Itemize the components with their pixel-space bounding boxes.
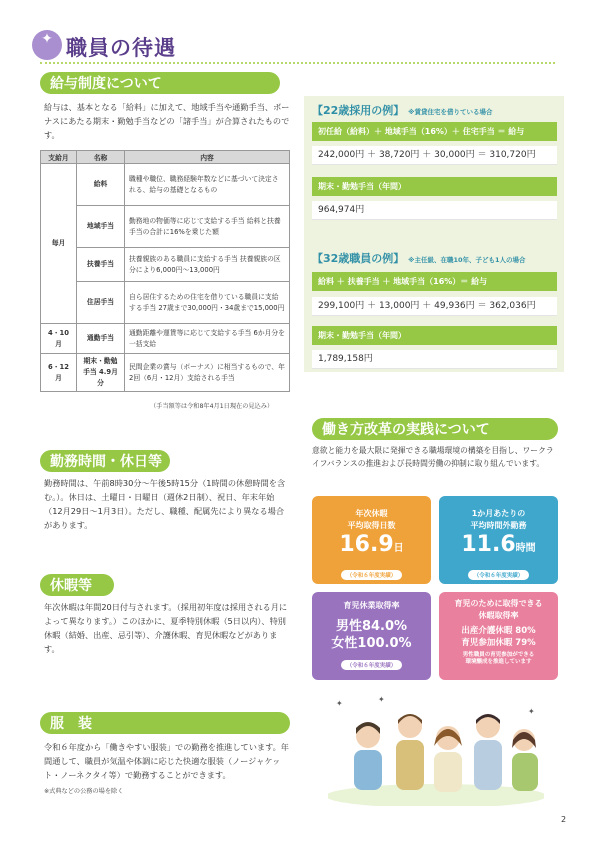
example-22-bonus-value: 964,974円 bbox=[312, 201, 557, 220]
card-title-line: 平均時間外勤務 bbox=[470, 521, 527, 530]
table-note: （手当額等は令和8年4月1日現在の見込み） bbox=[150, 403, 274, 410]
example-32-formula: 給料 ＋ 扶養手当 ＋ 地域手当（16%）＝ 給与 bbox=[312, 272, 557, 291]
salary-table bbox=[40, 150, 290, 392]
svg-text:✦: ✦ bbox=[378, 696, 385, 704]
page-title: 職員の待遇 bbox=[66, 36, 176, 60]
worker-3 bbox=[434, 726, 462, 792]
table-header-name: 名称 bbox=[77, 151, 125, 164]
table-cell-name: 期末・勤勉手当 4.9月分 bbox=[77, 354, 125, 392]
stat-card-overtime bbox=[439, 496, 558, 584]
example-22-panel bbox=[304, 96, 564, 246]
star-icon: ✦ bbox=[41, 31, 53, 47]
salary-intro: 給与は、基本となる「給料」に加えて、地域手当や通勤手当、ボーナスにあたる期末・勤勉手当などの「諸手当」が合算されたものです。 bbox=[44, 102, 290, 140]
example-22-title: 【22歳採用の例】 bbox=[312, 104, 405, 117]
card-title bbox=[439, 508, 558, 532]
dress-text: 令和６年度から「働きやすい服装」での勤務を推進しています。年間通して、職員が気温や体調に応じた快適な服装（ノージャケット・ノーネクタイ等）で勤務することができます。 bbox=[44, 742, 289, 780]
table-cell-content: 勤務地の物価等に応じて支給する手当 給料と扶養手当の合計に16%を乗じた額 bbox=[125, 206, 290, 248]
card-title-line: 1か月あたりの bbox=[471, 509, 526, 518]
worker-5 bbox=[512, 729, 538, 791]
card-title bbox=[312, 508, 431, 532]
table-cell-name: 扶養手当 bbox=[77, 248, 125, 282]
table-row bbox=[41, 282, 290, 324]
table-cell-name: 地域手当 bbox=[77, 206, 125, 248]
table-cell-content: 通勤距離や運賃等に応じて支給する手当 6か月分を一括支給 bbox=[125, 324, 290, 354]
dress-note: ※式典などの公務の場を除く bbox=[44, 788, 124, 795]
table-cell-name: 住居手当 bbox=[77, 282, 125, 324]
card-value-unit: 時間 bbox=[515, 543, 536, 554]
card-line-participation: 育児参加休暇 79% bbox=[461, 638, 536, 648]
table-header-row bbox=[41, 151, 290, 164]
table-row bbox=[41, 354, 290, 392]
stat-card-childcare-leave bbox=[312, 592, 431, 680]
card-value bbox=[312, 532, 431, 562]
table-cell-month: 6・12月 bbox=[41, 354, 77, 392]
card-value-number: 11.6 bbox=[461, 532, 516, 557]
card-note bbox=[439, 652, 558, 666]
table-row bbox=[41, 248, 290, 282]
leave-text: 年次休暇は年間20日付与されます。（採用初年度は採用される月によって異なります。）このほかに、夏季特別休暇（5日以内）、特別休暇（結婚、出産、忌引等）、介護休暇、育児休暇などがあります。 bbox=[44, 602, 288, 654]
stat-card-parenting-leave bbox=[439, 592, 558, 680]
card-note-line: 環境醸成を推進しています bbox=[465, 659, 532, 665]
worker-4 bbox=[474, 714, 502, 790]
dress-header-text: 服 装 bbox=[50, 716, 92, 732]
table-header-content: 内容 bbox=[125, 151, 290, 164]
card-title: 育児休業取得率 bbox=[343, 601, 400, 610]
dress-section-header bbox=[40, 712, 290, 734]
card-note: （令和６年度実績） bbox=[468, 570, 530, 580]
example-32-bonus-label: 期末・勤勉手当（年間） bbox=[312, 326, 557, 345]
svg-text:✦: ✦ bbox=[528, 707, 535, 716]
table-cell-month: 毎月 bbox=[41, 164, 77, 324]
hours-text: 勤務時間は、午前8時30分～午後5時15分（1時間の休憩時間を含む。）。休日は、土曜日・日曜日（週休2日制）、祝日、年末年始（12月29日～1月3日）。ただし、職種、配属先により異なる場合があります。 bbox=[44, 478, 286, 530]
hours-section-header bbox=[40, 450, 170, 472]
salary-section-header bbox=[40, 72, 280, 94]
example-32-title: 【32歳職員の例】 bbox=[312, 252, 405, 265]
worker-2 bbox=[396, 714, 424, 790]
title-divider bbox=[40, 62, 555, 64]
example-32-value: 299,100円 ＋ 13,000円 ＋ 49,936円 ＝ 362,036円 bbox=[312, 297, 557, 316]
card-title-line: 平均取得日数 bbox=[347, 521, 396, 530]
hours-header-text: 勤務時間・休日等 bbox=[50, 454, 162, 470]
card-line-female: 女性100.0% bbox=[331, 636, 412, 651]
workstyle-header-text: 働き方改革の実践について bbox=[322, 422, 490, 438]
svg-text:✦: ✦ bbox=[336, 699, 343, 708]
table-cell-content: 職種や職位、職務経験年数などに基づいて決定される、給与の基礎となるもの bbox=[125, 164, 290, 206]
table-header-month: 支給月 bbox=[41, 151, 77, 164]
example-32-sub: ※主任級、在職10年、子ども1人の場合 bbox=[408, 256, 526, 264]
card-title-line: 年次休暇 bbox=[355, 509, 388, 518]
stat-card-annual-leave bbox=[312, 496, 431, 584]
table-cell-name: 通勤手当 bbox=[77, 324, 125, 354]
card-note-line: 男性職員の育児参加ができる bbox=[462, 652, 535, 658]
card-value-number: 16.9 bbox=[339, 532, 394, 557]
worker-1 bbox=[354, 722, 382, 790]
example-22-value: 242,000円 ＋ 38,720円 ＋ 30,000円 ＝ 310,720円 bbox=[312, 146, 557, 165]
card-title-line: 育児のために取得できる bbox=[454, 599, 543, 608]
example-22-sub: ※賃貸住宅を借りている場合 bbox=[408, 108, 493, 116]
table-cell-name: 給料 bbox=[77, 164, 125, 206]
table-row bbox=[41, 324, 290, 354]
card-note: （令和６年度実績） bbox=[341, 660, 403, 670]
example-32-bonus-value: 1,789,158円 bbox=[312, 350, 557, 369]
card-line-male: 男性84.0% bbox=[335, 619, 408, 634]
workstyle-intro: 意欲と能力を最大限に発揮できる職場環境の構築を目指し、ワークライフバランスの推進および長時間労働の抑制に取り組んでいます。 bbox=[312, 446, 554, 468]
card-title-line: 休暇取得率 bbox=[478, 611, 519, 620]
table-cell-month: 4・10月 bbox=[41, 324, 77, 354]
example-22-bonus-label: 期末・勤勉手当（年間） bbox=[312, 177, 557, 196]
example-32-heading bbox=[312, 250, 526, 266]
card-note: （令和６年度実績） bbox=[341, 570, 403, 580]
workstyle-section-header bbox=[312, 418, 558, 440]
card-value-unit: 日 bbox=[393, 543, 404, 554]
office-workers-illustration bbox=[328, 696, 544, 806]
leave-header-text: 休暇等 bbox=[50, 578, 92, 594]
salary-header-text: 給与制度について bbox=[50, 76, 162, 92]
page-number: 2 bbox=[561, 815, 567, 824]
table-cell-content: 扶養親族のある職員に支給する手当 扶養親族の区分により6,000円～13,000円 bbox=[125, 248, 290, 282]
example-22-heading bbox=[312, 102, 492, 118]
table-row bbox=[41, 206, 290, 248]
table-cell-content: 自ら居住するための住宅を借りている職員に支給する手当 27歳まで30,000円・34歳まで15,000円 bbox=[125, 282, 290, 324]
card-title bbox=[439, 598, 558, 622]
leave-section-header bbox=[40, 574, 114, 596]
example-22-formula: 初任給（給料）＋ 地域手当（16%）＋ 住宅手当 ＝ 給与 bbox=[312, 122, 557, 141]
card-value bbox=[439, 532, 558, 562]
table-row bbox=[41, 164, 290, 206]
table-cell-content: 民間企業の賞与（ボーナス）に相当するもので、年2回（6月・12月）支給される手当 bbox=[125, 354, 290, 392]
card-line-birth: 出産介護休暇 80% bbox=[461, 626, 536, 636]
